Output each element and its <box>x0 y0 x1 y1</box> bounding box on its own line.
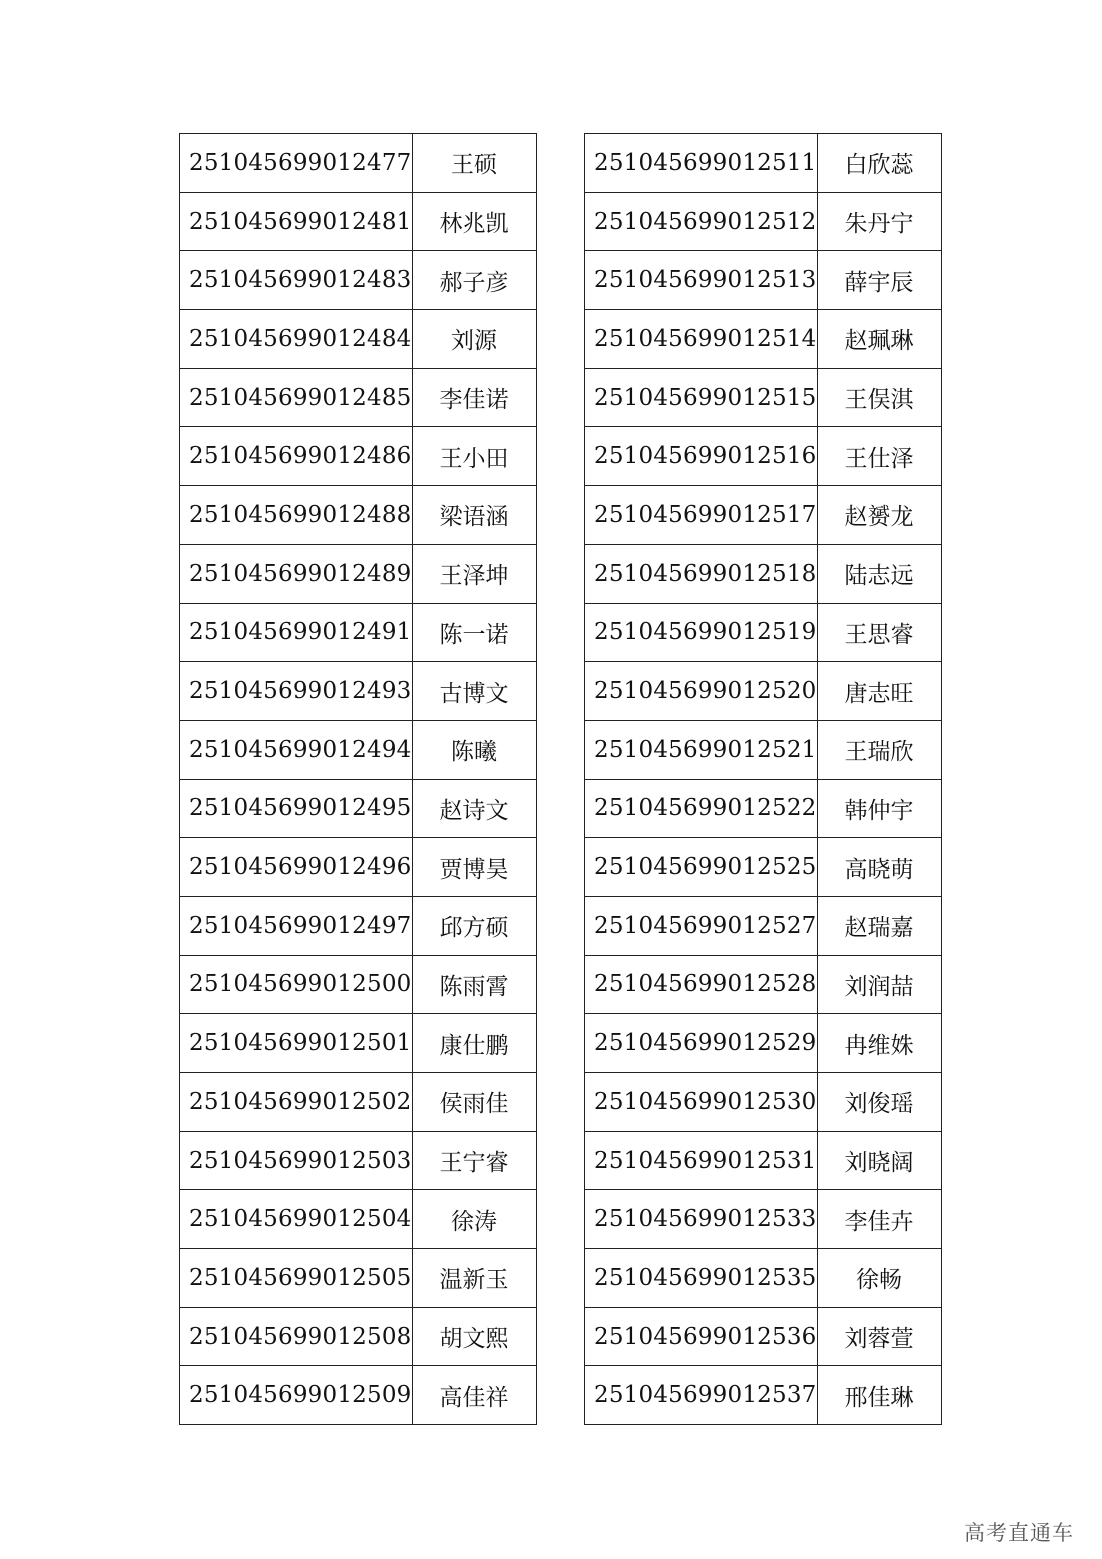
table-row <box>585 662 942 721</box>
candidate-id: 251045699012521 <box>585 720 818 779</box>
table-row <box>180 603 537 662</box>
table-row <box>180 310 537 369</box>
table-row <box>585 720 942 779</box>
candidate-name: 林兆凯 <box>412 192 536 251</box>
candidate-name: 刘蓉萱 <box>817 1307 941 1366</box>
candidate-name: 贾博昊 <box>412 838 536 897</box>
table-row <box>585 838 942 897</box>
candidate-id: 251045699012531 <box>585 1131 818 1190</box>
candidate-id: 251045699012502 <box>180 1073 413 1132</box>
candidate-name: 高佳祥 <box>412 1366 536 1425</box>
table-row <box>180 720 537 779</box>
candidate-id: 251045699012528 <box>585 955 818 1014</box>
table-row <box>585 1307 942 1366</box>
candidate-name: 王瑞欣 <box>817 720 941 779</box>
candidate-name: 王硕 <box>412 134 536 193</box>
candidate-id: 251045699012491 <box>180 603 413 662</box>
table-row <box>180 896 537 955</box>
table-row <box>180 544 537 603</box>
candidate-name: 赵赟龙 <box>817 486 941 545</box>
table-row <box>585 134 942 193</box>
candidate-name: 赵诗文 <box>412 779 536 838</box>
table-row <box>180 134 537 193</box>
table-row <box>180 1131 537 1190</box>
candidate-name: 刘润喆 <box>817 955 941 1014</box>
table-row <box>585 192 942 251</box>
candidate-id: 251045699012497 <box>180 896 413 955</box>
table-row <box>585 1190 942 1249</box>
candidate-name: 高晓萌 <box>817 838 941 897</box>
candidate-id: 251045699012529 <box>585 1014 818 1073</box>
candidate-id: 251045699012485 <box>180 368 413 427</box>
candidate-id: 251045699012489 <box>180 544 413 603</box>
candidate-id: 251045699012514 <box>585 310 818 369</box>
table-row <box>585 896 942 955</box>
candidate-name: 王宁睿 <box>412 1131 536 1190</box>
candidate-id: 251045699012533 <box>585 1190 818 1249</box>
candidate-id: 251045699012537 <box>585 1366 818 1425</box>
table-row <box>180 1190 537 1249</box>
table-row <box>585 1014 942 1073</box>
candidate-id: 251045699012527 <box>585 896 818 955</box>
candidate-name: 李佳卉 <box>817 1190 941 1249</box>
candidate-id: 251045699012495 <box>180 779 413 838</box>
candidate-id: 251045699012501 <box>180 1014 413 1073</box>
candidate-id: 251045699012505 <box>180 1249 413 1308</box>
candidate-name: 刘晓阔 <box>817 1131 941 1190</box>
roster-table-right <box>584 133 942 1425</box>
candidate-name: 陈一诺 <box>412 603 536 662</box>
table-row <box>180 1073 537 1132</box>
candidate-id: 251045699012520 <box>585 662 818 721</box>
candidate-id: 251045699012488 <box>180 486 413 545</box>
watermark: 高考直通车 <box>964 1521 1074 1545</box>
table-row <box>585 427 942 486</box>
table-row <box>585 1366 942 1425</box>
table-row <box>180 1249 537 1308</box>
candidate-name: 陈曦 <box>412 720 536 779</box>
candidate-name: 刘源 <box>412 310 536 369</box>
candidate-id: 251045699012503 <box>180 1131 413 1190</box>
candidate-name: 李佳诺 <box>412 368 536 427</box>
table-row <box>180 838 537 897</box>
candidate-id: 251045699012500 <box>180 955 413 1014</box>
candidate-name: 徐涛 <box>412 1190 536 1249</box>
table-row <box>180 427 537 486</box>
candidate-name: 刘俊瑶 <box>817 1073 941 1132</box>
table-row <box>585 251 942 310</box>
candidate-name: 赵珮琳 <box>817 310 941 369</box>
candidate-name: 王俣淇 <box>817 368 941 427</box>
roster-table-left <box>179 133 537 1425</box>
candidate-name: 赵瑞嘉 <box>817 896 941 955</box>
candidate-id: 251045699012508 <box>180 1307 413 1366</box>
candidate-id: 251045699012496 <box>180 838 413 897</box>
candidate-id: 251045699012536 <box>585 1307 818 1366</box>
candidate-name: 胡文熙 <box>412 1307 536 1366</box>
candidate-name: 白欣蕊 <box>817 134 941 193</box>
table-row <box>180 779 537 838</box>
table-row <box>585 603 942 662</box>
candidate-name: 徐畅 <box>817 1249 941 1308</box>
candidate-name: 王仕泽 <box>817 427 941 486</box>
candidate-id: 251045699012519 <box>585 603 818 662</box>
candidate-name: 温新玉 <box>412 1249 536 1308</box>
table-row <box>180 1366 537 1425</box>
candidate-name: 冉维姝 <box>817 1014 941 1073</box>
candidate-name: 朱丹宁 <box>817 192 941 251</box>
table-row <box>585 779 942 838</box>
candidate-id: 251045699012494 <box>180 720 413 779</box>
candidate-id: 251045699012525 <box>585 838 818 897</box>
candidate-id: 251045699012484 <box>180 310 413 369</box>
candidate-id: 251045699012477 <box>180 134 413 193</box>
table-row <box>180 486 537 545</box>
candidate-id: 251045699012504 <box>180 1190 413 1249</box>
candidate-id: 251045699012518 <box>585 544 818 603</box>
candidate-name: 邢佳琳 <box>817 1366 941 1425</box>
candidate-name: 郝子彦 <box>412 251 536 310</box>
table-row <box>180 955 537 1014</box>
table-row <box>180 1014 537 1073</box>
candidate-name: 王小田 <box>412 427 536 486</box>
candidate-name: 邱方硕 <box>412 896 536 955</box>
table-row <box>180 368 537 427</box>
table-row <box>585 1073 942 1132</box>
roster-table-left-body <box>180 134 537 1425</box>
candidate-id: 251045699012481 <box>180 192 413 251</box>
table-row <box>180 251 537 310</box>
table-row <box>585 486 942 545</box>
candidate-name: 陆志远 <box>817 544 941 603</box>
table-row <box>585 544 942 603</box>
candidate-id: 251045699012517 <box>585 486 818 545</box>
candidate-name: 王思睿 <box>817 603 941 662</box>
table-row <box>585 1131 942 1190</box>
candidate-id: 251045699012513 <box>585 251 818 310</box>
candidate-id: 251045699012515 <box>585 368 818 427</box>
candidate-id: 251045699012535 <box>585 1249 818 1308</box>
candidate-name: 王泽坤 <box>412 544 536 603</box>
candidate-name: 古博文 <box>412 662 536 721</box>
candidate-name: 唐志旺 <box>817 662 941 721</box>
candidate-id: 251045699012522 <box>585 779 818 838</box>
candidate-id: 251045699012509 <box>180 1366 413 1425</box>
candidate-name: 韩仲宇 <box>817 779 941 838</box>
candidate-name: 侯雨佳 <box>412 1073 536 1132</box>
candidate-name: 陈雨霄 <box>412 955 536 1014</box>
table-row <box>585 368 942 427</box>
candidate-id: 251045699012516 <box>585 427 818 486</box>
candidate-id: 251045699012511 <box>585 134 818 193</box>
roster-table-right-body <box>585 134 942 1425</box>
candidate-id: 251045699012493 <box>180 662 413 721</box>
table-row <box>180 1307 537 1366</box>
candidate-id: 251045699012486 <box>180 427 413 486</box>
table-row <box>180 662 537 721</box>
candidate-id: 251045699012512 <box>585 192 818 251</box>
candidate-id: 251045699012530 <box>585 1073 818 1132</box>
table-row <box>585 310 942 369</box>
table-row <box>180 192 537 251</box>
candidate-id: 251045699012483 <box>180 251 413 310</box>
table-row <box>585 1249 942 1308</box>
table-row <box>585 955 942 1014</box>
candidate-name: 薛宇辰 <box>817 251 941 310</box>
candidate-name: 梁语涵 <box>412 486 536 545</box>
candidate-name: 康仕鹏 <box>412 1014 536 1073</box>
